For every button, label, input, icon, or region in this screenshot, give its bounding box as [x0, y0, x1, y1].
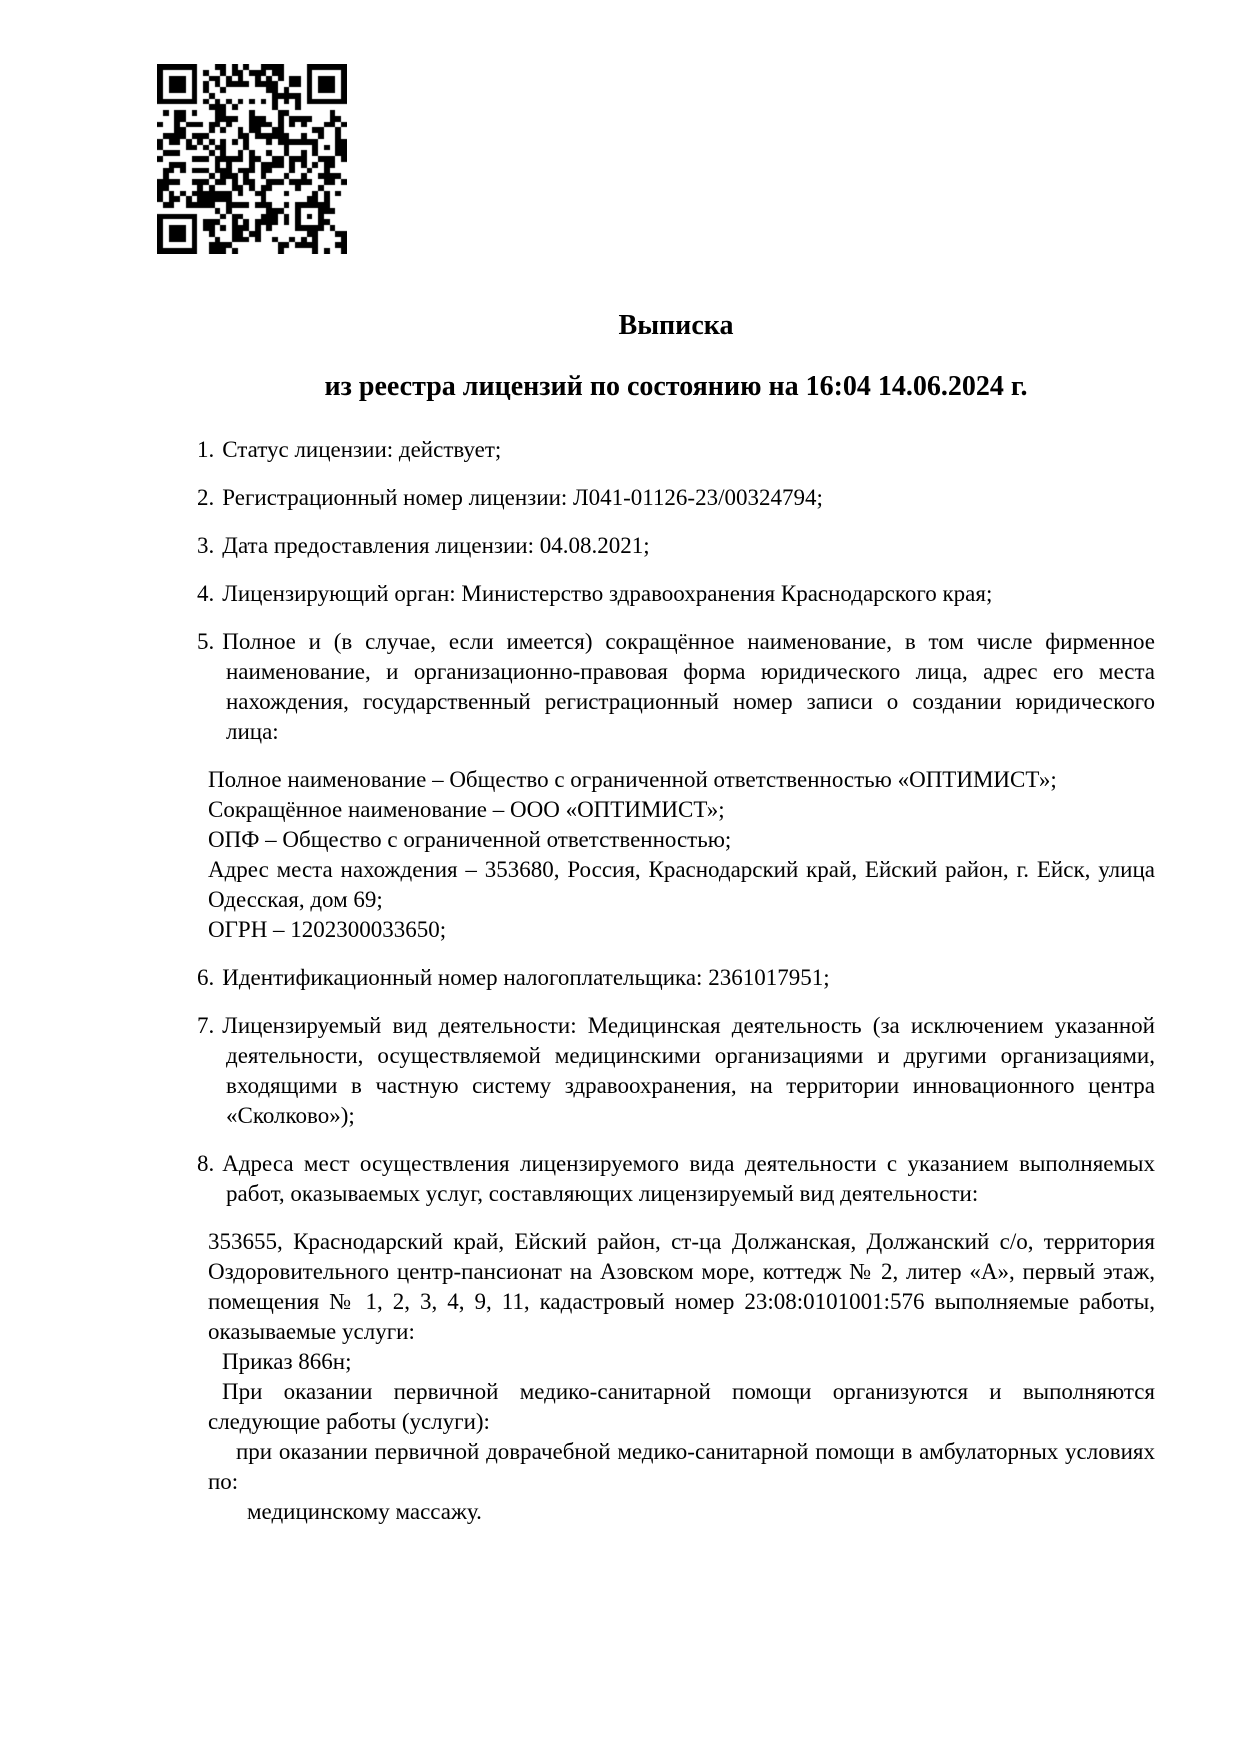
list-item-taxpayer-number	[197, 963, 1155, 993]
qr-code-icon	[157, 64, 347, 254]
item-number: 8.	[197, 1151, 215, 1176]
work-line-order: Приказ 866н;	[222, 1349, 352, 1374]
item-number: 5.	[197, 629, 215, 654]
item-number: 3.	[197, 533, 215, 558]
item-text: Лицензируемый вид деятельности: Медицинская деятельность (за исключением указанной деятельности, осуществляемой медицинскими организациями и другими организациями, входящими в частную систему здравоохранения, на территории инновационного центра «Сколково»);	[222, 1013, 1155, 1128]
document-subtitle: из реестра лицензий по состоянию на 16:04 14.06.2024 г.	[324, 371, 1028, 402]
item-text: Идентификационный номер налогоплательщика: 2361017951;	[222, 965, 830, 990]
list-item-registration-number	[197, 483, 1155, 513]
item-text: Полное и (в случае, если имеется) сокращённое наименование, в том числе фирменное наименование, и организационно-правовая форма юридического лица, адрес его места нахождения, государственный регистрационный номер записи о создании юридического лица:	[222, 629, 1155, 744]
list-item-licensing-authority	[197, 579, 1155, 609]
address-paragraph: 353655, Краснодарский край, Ейский район, ст-ца Должанская, Должанский с/о, территория Оздоровительного центр-пансионат на Азовском море, коттедж № 2, литер «А», первый этаж, помещения № 1, 2, 3, 4, 9, 11, кадастровый номер 23:08:0101001:576 выполняемые работы, оказываемые услуги:	[208, 1229, 1155, 1344]
org-detail-ogrn: ОГРН – 1202300033650;	[208, 917, 447, 942]
list-item-grant-date	[197, 531, 1155, 561]
item-number: 4.	[197, 581, 215, 606]
document-content	[197, 310, 1155, 1527]
list-item-license-status	[197, 435, 1155, 465]
work-line-prehospital-care: при оказании первичной доврачебной медико-санитарной помощи в амбулаторных условиях по:	[208, 1439, 1155, 1494]
item-text: Регистрационный номер лицензии: Л041-01126-23/00324794;	[222, 485, 823, 510]
item-number: 1.	[197, 437, 215, 462]
list-item-activity-addresses	[197, 1149, 1155, 1209]
work-line-medical-massage: медицинскому массажу.	[247, 1499, 482, 1524]
org-detail-address: Адрес места нахождения – 353680, Россия, Краснодарский край, Ейский район, г. Ейск, улица Одесская, дом 69;	[208, 857, 1155, 912]
item-text: Адреса мест осуществления лицензируемого вида деятельности с указанием выполняемых работ, оказываемых услуг, составляющих лицензируемый вид деятельности:	[222, 1151, 1155, 1206]
org-detail-legal-form: ОПФ – Общество с ограниченной ответственностью;	[208, 827, 732, 852]
work-line-primary-care: При оказании первичной медико-санитарной помощи организуются и выполняются следующие работы (услуги):	[208, 1379, 1155, 1434]
org-detail-full-name: Полное наименование – Общество с ограниченной ответственностью «ОПТИМИСТ»;	[208, 767, 1057, 792]
org-details	[208, 765, 1155, 945]
list-item-organization-name	[197, 627, 1155, 747]
list-item-licensed-activity	[197, 1011, 1155, 1131]
item-text: Лицензирующий орган: Министерство здравоохранения Краснодарского края;	[222, 581, 993, 606]
item-text: Статус лицензии: действует;	[222, 437, 502, 462]
item-number: 2.	[197, 485, 215, 510]
item-text: Дата предоставления лицензии: 04.08.2021;	[222, 533, 650, 558]
item-number: 6.	[197, 965, 215, 990]
document-title: Выписка	[618, 310, 734, 341]
org-detail-short-name: Сокращённое наименование – ООО «ОПТИМИСТ»;	[208, 797, 725, 822]
item-number: 7.	[197, 1013, 215, 1038]
